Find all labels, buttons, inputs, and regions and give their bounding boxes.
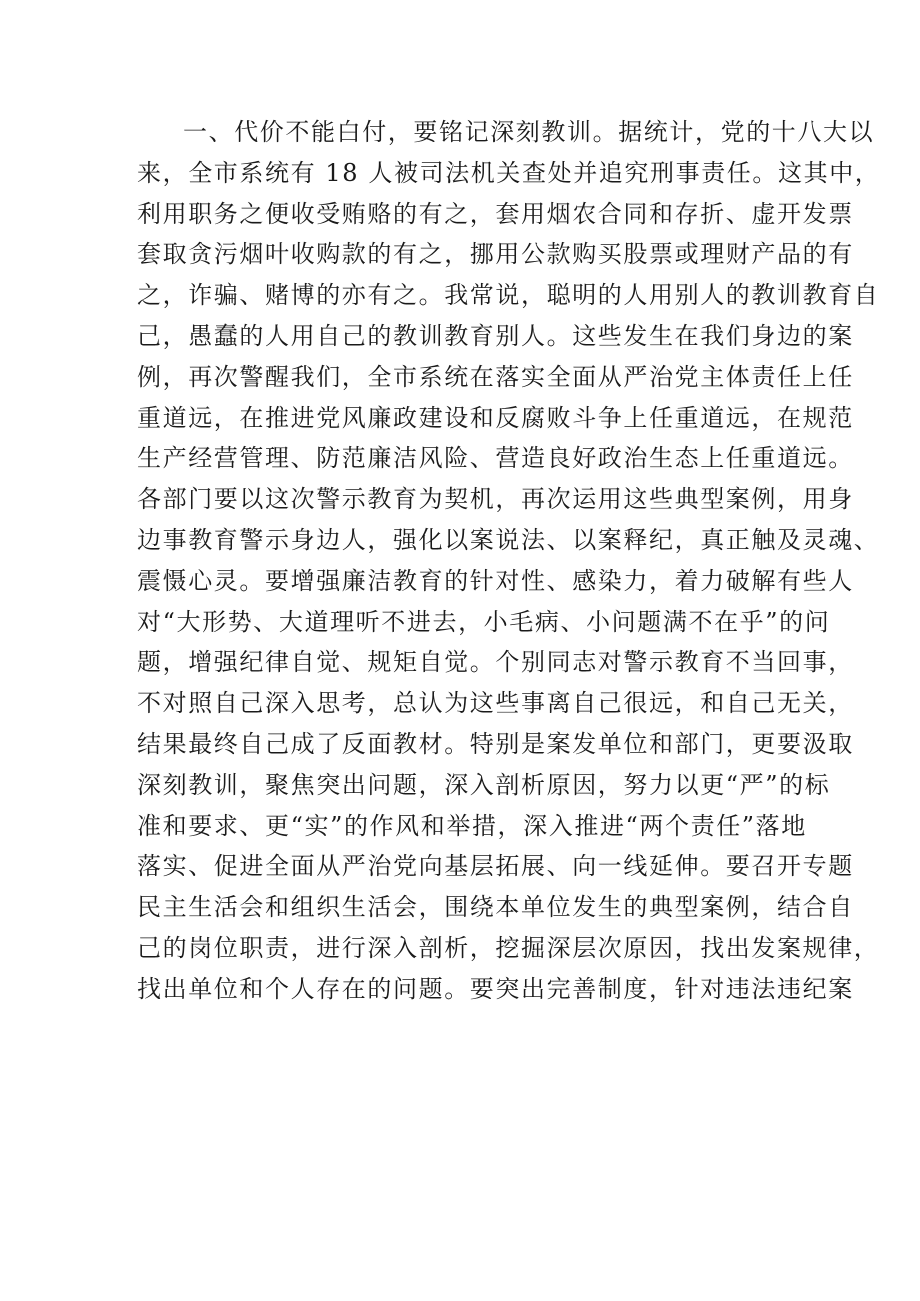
body-paragraph [137,112,881,1010]
paragraph-line: 准和要求、更“实”的作风和举措，深入推进“两个责任”落地 [137,811,807,840]
paragraph-line: 对“大形势、大道理听不进去，小毛病、小问题满不在乎”的问 [137,607,831,636]
paragraph-line: 例，再次警醒我们，全市系统在落实全面从严治党主体责任上任 [137,362,854,391]
paragraph-line: 不对照自己深入思考，总认为这些事离自己很远，和自己无关， [137,689,854,718]
paragraph-line: 民主生活会和组织生活会，围绕本单位发生的典型案例，结合自 [137,893,854,922]
paragraph-line: 生产经营管理、防范廉洁风险、营造良好政治生态上任重道远。 [137,444,854,473]
paragraph-line: 套取贪污烟叶收购款的有之，挪用公款购买股票或理财产品的有 [137,240,854,269]
paragraph-line: 边事教育警示身边人，强化以案说法、以案释纪，真正触及灵魂、 [137,525,880,554]
paragraph-line: 利用职务之便收受贿赂的有之，套用烟农合同和存折、虚开发票 [137,199,854,228]
paragraph-line: 题，增强纪律自觉、规矩自觉。个别同志对警示教育不当回事， [137,648,854,677]
paragraph-line: 己的岗位职责，进行深入剖析，挖掘深层次原因，找出发案规律， [137,933,880,962]
paragraph-line: 震慑心灵。要增强廉洁教育的针对性、感染力，着力破解有些人 [137,566,854,595]
paragraph-line: 来，全市系统有 18 人被司法机关查处并追究刑事责任。这其中， [137,158,881,187]
paragraph-line: 落实、促进全面从严治党向基层拓展、向一线延伸。要召开专题 [137,852,854,881]
paragraph-line: 深刻教训，聚焦突出问题，深入剖析原因，努力以更“严”的标 [137,770,831,799]
paragraph-line: 之，诈骗、赌博的亦有之。我常说，聪明的人用别人的教训教育自 [137,281,880,310]
paragraph-line: 己，愚蠢的人用自己的教训教育别人。这些发生在我们身边的案 [137,321,854,350]
paragraph-line: 各部门要以这次警示教育为契机，再次运用这些典型案例，用身 [137,485,854,514]
paragraph-line: 结果最终自己成了反面教材。特别是案发单位和部门，更要汲取 [137,729,854,758]
paragraph-line: 重道远，在推进党风廉政建设和反腐败斗争上任重道远，在规范 [137,403,854,432]
paragraph-line: 一、代价不能白付，要铭记深刻教训。据统计，党的十八大以 [183,118,875,146]
paragraph-line: 找出单位和个人存在的问题。要突出完善制度，针对违法违纪案 [137,974,854,1003]
